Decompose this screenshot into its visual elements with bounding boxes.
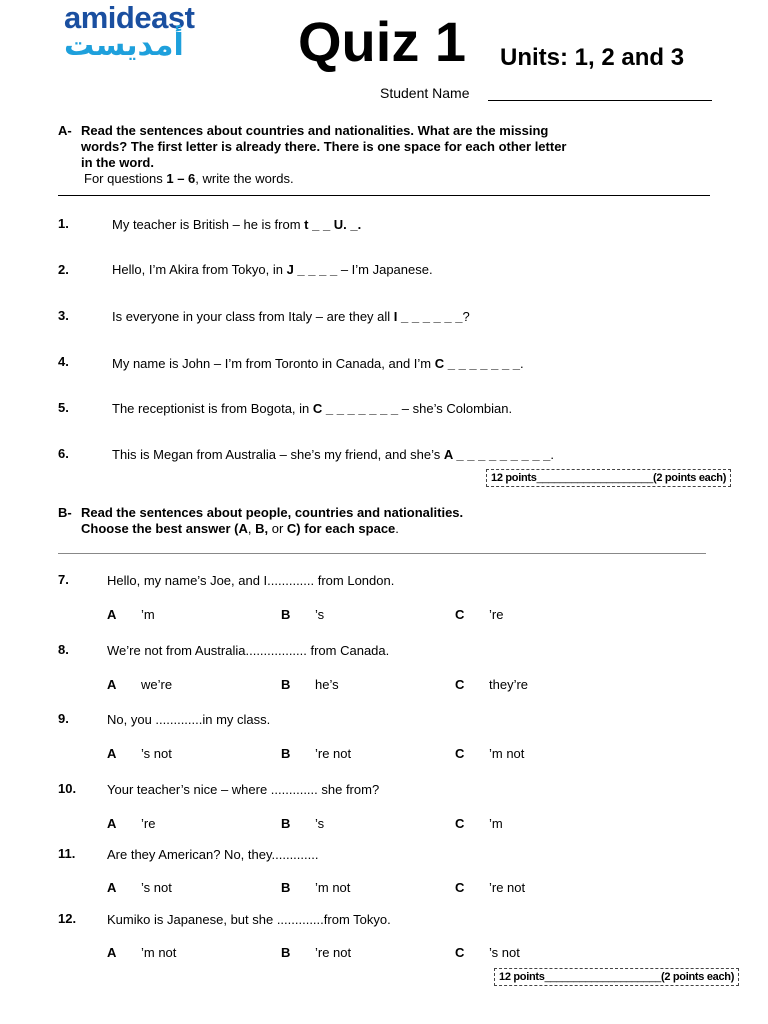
question-number: 12. [58,911,77,926]
section-b-instruction-line: Choose the best answer (A, B, or C) for each space. [81,521,399,536]
question-text: No, you .............in my class. [107,712,271,727]
answer-blank[interactable]: C _ _ _ _ _ _ _ [434,356,521,371]
question-number: 11. [58,846,76,861]
question-text: Your teacher’s nice – where ............. she from? [107,782,380,797]
option-b-letter[interactable]: B [281,816,291,831]
option-a-text[interactable]: ’m not [141,945,177,960]
option-c-letter[interactable]: C [455,607,465,622]
option-c-text[interactable]: ’s not [489,945,520,960]
question-number: 7. [58,572,69,587]
option-a-letter[interactable]: A [107,607,117,622]
option-b-text[interactable]: he’s [315,677,339,692]
question-number: 2. [58,262,69,277]
question-text: The receptionist is from Bogota, in C _ _ _ _ _ _ _ – she’s Colombian. [112,401,513,416]
answer-blank[interactable]: I _ _ _ _ _ _ [393,309,463,324]
student-name-field[interactable] [488,100,712,101]
option-b-letter[interactable]: B [281,746,291,761]
option-a-letter[interactable]: A [107,945,117,960]
option-a-text[interactable]: ’s not [141,880,172,895]
section-a-instructions [58,123,567,187]
student-name-label: Student Name [380,85,470,101]
section-a-for-questions: For questions 1 – 6, write the words. [84,171,294,186]
option-b-text[interactable]: ’re not [315,746,352,761]
option-c-text[interactable]: ’re [489,607,504,622]
question-text: Kumiko is Japanese, but she .............from Tokyo. [107,912,391,927]
option-a-text[interactable]: ’re [141,816,156,831]
option-c-letter[interactable]: C [455,746,465,761]
option-a-letter[interactable]: A [107,677,117,692]
question-number: 4. [58,354,69,369]
section-b-instructions [58,505,463,537]
option-a-text[interactable]: ’s not [141,746,172,761]
option-b-letter[interactable]: B [281,880,291,895]
option-b-text[interactable]: ’m not [315,880,351,895]
question-text: Is everyone in your class from Italy – are they all I _ _ _ _ _ _? [112,309,470,324]
question-number: 3. [58,308,69,323]
question-number: 1. [58,216,69,231]
answer-blank[interactable]: C _ _ _ _ _ _ _ [312,401,399,416]
page-title: Quiz 1 [298,10,467,73]
option-b-letter[interactable]: B [281,945,291,960]
question-number: 10. [58,781,77,796]
option-a-letter[interactable]: A [107,746,117,761]
option-a-letter[interactable]: A [107,880,117,895]
question-text: This is Megan from Australia – she’s my friend, and she’s A _ _ _ _ _ _ _ _ _. [112,447,555,462]
option-b-text[interactable]: ’s [315,607,325,622]
option-c-letter[interactable]: C [455,880,465,895]
question-text: Are they American? No, they............. [107,847,319,862]
section-b-instruction-line: Read the sentences about people, countries and nationalities. [81,505,464,520]
section-a-divider [58,195,710,196]
option-a-text[interactable]: we’re [141,677,173,692]
option-b-letter[interactable]: B [281,677,291,692]
question-text: Hello, I’m Akira from Tokyo, in J _ _ _ _ – I’m Japanese. [112,262,433,277]
option-c-text[interactable]: ’m not [489,746,525,761]
option-c-letter[interactable]: C [455,945,465,960]
section-b-points-box: 12 points____________________(2 points each) [494,968,739,986]
option-c-letter[interactable]: C [455,677,465,692]
option-c-text[interactable]: ’re not [489,880,526,895]
option-b-text[interactable]: ’re not [315,945,352,960]
section-a-instruction-line: words? The first letter is already there. There is one space for each other letter [81,139,567,154]
section-a-letter: A- [58,123,72,138]
section-a-instruction-line: in the word. [81,155,154,170]
amideast-logo-text: amideast [64,0,195,35]
option-c-letter[interactable]: C [455,816,465,831]
option-a-letter[interactable]: A [107,816,117,831]
section-a-points-box: 12 points____________________(2 points each) [486,469,731,487]
question-text: We’re not from Australia................. from Canada. [107,643,390,658]
option-a-text[interactable]: ’m [141,607,155,622]
section-b-divider [58,553,706,554]
option-c-text[interactable]: they’re [489,677,529,692]
question-text: My teacher is British – he is from t _ _ U. _. [112,217,362,232]
question-number: 5. [58,400,69,415]
question-text: My name is John – I’m from Toronto in Canada, and I’m C _ _ _ _ _ _ _. [112,356,524,371]
question-number: 8. [58,642,69,657]
option-b-text[interactable]: ’s [315,816,325,831]
answer-blank[interactable]: A _ _ _ _ _ _ _ _ _ [443,447,551,462]
question-text: Hello, my name’s Joe, and I............. from London. [107,573,395,588]
option-b-letter[interactable]: B [281,607,291,622]
question-number: 6. [58,446,69,461]
question-number: 9. [58,711,69,726]
answer-blank[interactable]: t _ _ U. _. [304,217,362,232]
units-subtitle: Units: 1, 2 and 3 [500,44,685,71]
section-a-instruction-line: Read the sentences about countries and nationalities. What are the missing [81,123,549,138]
option-c-text[interactable]: ’m [489,816,503,831]
section-b-letter: B- [58,505,72,520]
answer-blank[interactable]: J _ _ _ _ [286,262,338,277]
amideast-logo-arabic: أمديست [64,28,184,63]
